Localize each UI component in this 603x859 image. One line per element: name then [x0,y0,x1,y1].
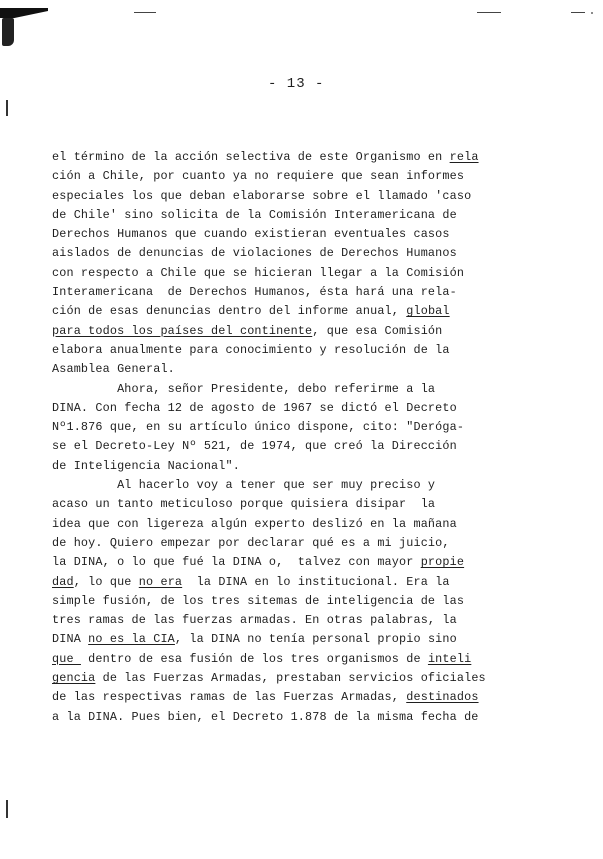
underlined-text: que [52,651,81,666]
scan-edge-mark [6,800,8,818]
text-line [52,225,552,244]
text-segment: Ahora, señor Presidente, debo referirme a la [52,381,436,396]
text-segment: ción a Chile, por cuanto ya no requiere que sean informes [52,169,465,184]
text-segment: de las Fuerzas Armadas, prestaban servicios oficiales [95,671,486,686]
text-line [52,380,552,399]
text-line [52,187,552,206]
text-line [52,360,552,379]
scan-top-rule [134,12,156,13]
text-segment: el término de la acción selectiva de este Organismo en [52,150,450,164]
text-line [52,495,552,514]
text-segment: aislados de denuncias de violaciones de Derechos Humanos [52,246,457,261]
text-line [52,418,552,437]
underlined-text: para todos los países del continente [52,323,313,338]
scan-top-rule [571,12,585,13]
text-line [52,341,552,360]
text-line [52,206,552,225]
text-line [52,264,552,283]
text-segment: idea que con ligereza algún experto deslizó en la mañana [52,516,457,531]
text-line [52,708,552,727]
text-line [52,592,552,611]
text-line [52,283,552,302]
text-line [52,688,552,707]
text-segment: , que esa Comisión [312,323,443,338]
underlined-text: propie [420,555,465,570]
scan-speck [591,12,593,14]
underlined-text: rela [449,150,479,164]
underlined-text: no es la CIA [88,632,175,647]
scan-edge-mark [6,100,8,116]
text-segment: DINA [52,632,89,647]
text-segment: especiales los que deban elaborarse sobre el llamado 'caso [52,188,472,203]
text-segment: Nº1.876 que, en su artículo único dispone, cito: "Deróga- [52,420,465,435]
underlined-text: inteli [427,651,472,666]
text-segment: ción de esas denuncias dentro del informe anual, [52,304,407,319]
text-segment: la DINA, o lo que fué la DINA o, talvez con mayor [52,555,421,570]
text-line [52,476,552,495]
underlined-text: no era [138,574,183,589]
text-line [52,399,552,418]
text-segment: Al hacerlo voy a tener que ser muy preciso y [52,478,436,493]
text-segment: la DINA en lo institucional. Era la [182,574,450,589]
text-line [52,148,552,167]
text-segment: de Inteligencia Nacional". [52,458,240,473]
text-line [52,437,552,456]
underlined-text: global [406,304,450,319]
text-line [52,573,552,592]
text-line [52,457,552,476]
text-segment: con respecto a Chile que se hicieran llegar a la Comisión [52,265,465,280]
text-segment: de hoy. Quiero empezar por declarar qué es a mi juicio, [52,535,450,550]
text-line [52,669,552,688]
text-segment: acaso un tanto meticuloso porque quisiera disipar la [52,497,436,512]
text-line [52,322,552,341]
scan-top-rule [477,12,501,13]
text-segment: de Chile' sino solicita de la Comisión Interamericana de [52,207,457,222]
text-line [52,515,552,534]
body-text [52,148,552,727]
text-segment: a la DINA. Pues bien, el Decreto 1.878 de la misma fecha de [52,709,479,724]
text-segment: Asamblea General. [52,362,175,377]
underlined-text: dad [52,574,74,589]
text-line [52,630,552,649]
scan-corner-mark [0,8,48,18]
underlined-text: destinados [406,690,479,705]
text-segment: DINA. Con fecha 12 de agosto de 1967 se dictó el Decreto [52,400,457,415]
text-segment: tres ramas de las fuerzas armadas. En otras palabras, la [52,613,457,628]
underlined-text: gencia [52,671,96,686]
text-line [52,534,552,553]
text-segment: se el Decreto-Ley Nº 521, de 1974, que creó la Dirección [52,439,457,454]
text-line [52,650,552,669]
text-line [52,553,552,572]
text-line [52,611,552,630]
text-segment: Interamericana de Derechos Humanos, ésta hará una rela- [52,285,457,300]
text-line [52,302,552,321]
scan-corner-blot [2,18,14,46]
page-number: - 13 - [268,76,325,92]
text-segment: de las respectivas ramas de las Fuerzas Armadas, [52,690,407,705]
text-segment: elabora anualmente para conocimiento y resolución de la [52,342,450,357]
text-line [52,244,552,263]
text-line [52,167,552,186]
text-segment: , la DINA no tenía personal propio sino [174,632,457,647]
text-segment: Derechos Humanos que cuando existieran eventuales casos [52,227,450,242]
text-segment: , lo que [73,574,139,589]
text-segment: simple fusión, de los tres sitemas de inteligencia de las [52,593,465,608]
text-segment: dentro de esa fusión de los tres organismos de [80,651,428,666]
